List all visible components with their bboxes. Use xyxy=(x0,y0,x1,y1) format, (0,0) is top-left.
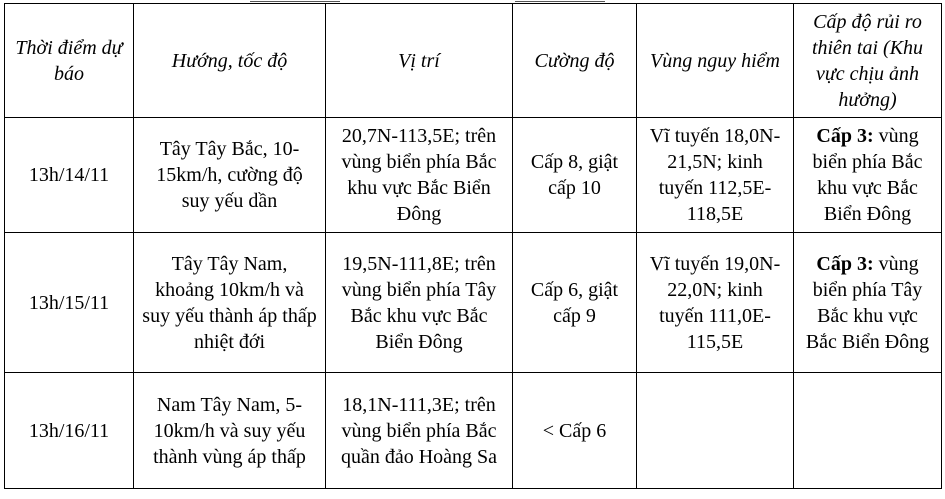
header-forecast-time: Thời điểm dự báo xyxy=(5,4,134,118)
cell-direction: Tây Tây Nam, khoảng 10km/h và suy yếu thành áp thấp nhiệt đới xyxy=(134,233,326,373)
cell-danger-zone xyxy=(637,373,794,489)
risk-area-text: vùng biển phía Bắc khu vực Bắc Biển Đông xyxy=(812,125,923,225)
cell-time: 13h/16/11 xyxy=(5,373,134,489)
cell-danger-zone: Vĩ tuyến 19,0N-22,0N; kinh tuyến 111,0E-115,5E xyxy=(637,233,794,373)
cell-position: 19,5N-111,8E; trên vùng biển phía Tây Bắc khu vực Bắc Biển Đông xyxy=(326,233,513,373)
risk-level-label: Cấp 3: xyxy=(816,252,874,275)
header-danger-zone: Vùng nguy hiểm xyxy=(637,4,794,118)
cell-intensity: Cấp 6, giật cấp 9 xyxy=(513,233,637,373)
header-position: Vị trí xyxy=(326,4,513,118)
cell-time: 13h/14/11 xyxy=(5,118,134,233)
cell-direction: Tây Tây Bắc, 10-15km/h, cường độ suy yếu dần xyxy=(134,118,326,233)
storm-forecast-table xyxy=(4,3,942,489)
cell-risk xyxy=(794,373,942,489)
cell-position: 20,7N-113,5E; trên vùng biển phía Bắc khu vực Bắc Biển Đông xyxy=(326,118,513,233)
risk-area-text: vùng biển phía Tây Bắc khu vực Bắc Biển Đông xyxy=(805,252,930,353)
cell-position: 18,1N-111,3E; trên vùng biển phía Bắc quần đảo Hoàng Sa xyxy=(326,373,513,489)
table-row xyxy=(5,373,942,489)
cell-time: 13h/15/11 xyxy=(5,233,134,373)
cell-risk xyxy=(794,233,942,373)
header-risk-level: Cấp độ rủi ro thiên tai (Khu vực chịu ảnh hưởng) xyxy=(794,4,942,118)
cell-risk xyxy=(794,118,942,233)
cell-intensity: Cấp 8, giật cấp 10 xyxy=(513,118,637,233)
cell-danger-zone: Vĩ tuyến 18,0N-21,5N; kinh tuyến 112,5E-118,5E xyxy=(637,118,794,233)
table-row xyxy=(5,118,942,233)
cell-intensity: < Cấp 6 xyxy=(513,373,637,489)
header-direction-speed: Hướng, tốc độ xyxy=(134,4,326,118)
table-row xyxy=(5,233,942,373)
header-intensity: Cường độ xyxy=(513,4,637,118)
cell-direction: Nam Tây Nam, 5-10km/h và suy yếu thành vùng áp thấp xyxy=(134,373,326,489)
risk-level-label: Cấp 3: xyxy=(816,125,874,147)
table-header-row xyxy=(5,4,942,118)
